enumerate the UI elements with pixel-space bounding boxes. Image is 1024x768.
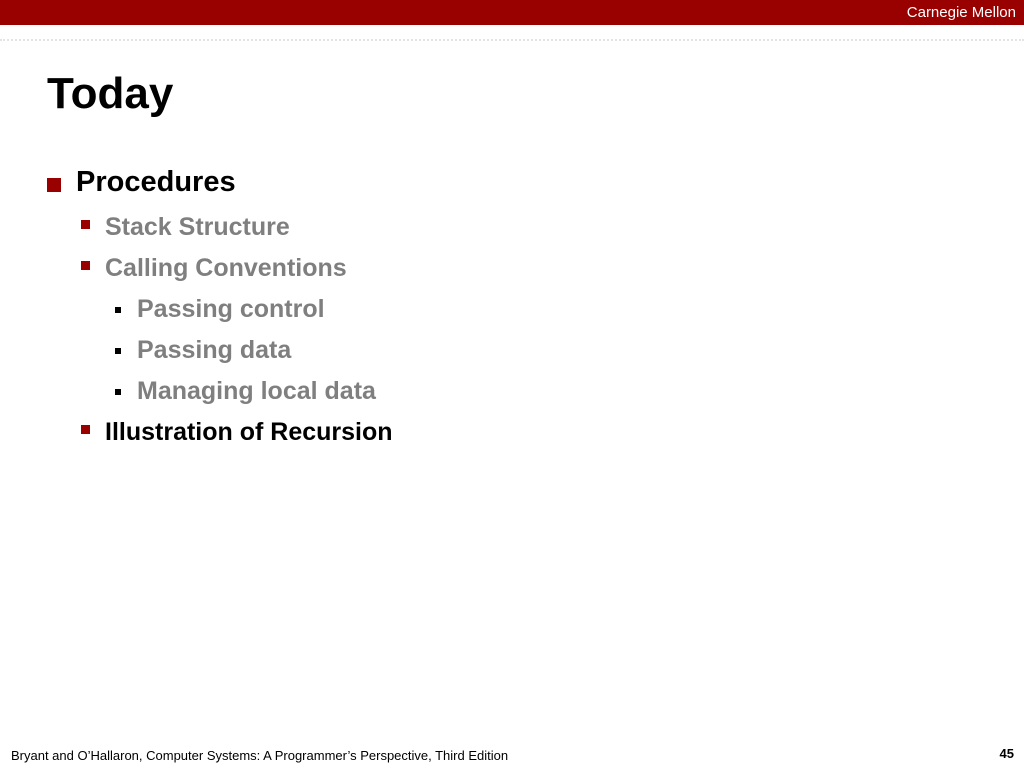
small-square-bullet-icon [115, 307, 121, 313]
bullet-label: Passing data [137, 336, 292, 364]
bullet-calling-conventions [81, 252, 347, 284]
top-banner [0, 0, 1024, 25]
bullet-label: Illustration of Recursion [105, 418, 393, 446]
square-bullet-icon [81, 425, 90, 434]
bullet-label: Calling Conventions [105, 254, 347, 282]
bullet-procedures [47, 166, 236, 198]
page-number: 45 [999, 746, 1014, 761]
small-square-bullet-icon [115, 348, 121, 354]
square-bullet-icon [81, 220, 90, 229]
brand-label: Carnegie Mellon [906, 4, 1016, 21]
small-square-bullet-icon [115, 389, 121, 395]
bullet-label: Procedures [76, 166, 236, 198]
bullet-label: Passing control [137, 295, 325, 323]
bullet-managing-local-data [115, 375, 376, 407]
bullet-passing-control [115, 293, 325, 325]
bullet-stack-structure [81, 211, 290, 243]
bullet-label: Stack Structure [105, 213, 290, 241]
slide-title: Today [47, 69, 174, 118]
footer-citation: Bryant and O’Hallaron, Computer Systems: A Programmer’s Perspective, Third Edition [11, 748, 509, 763]
bullet-illustration-of-recursion [81, 416, 393, 448]
bullet-passing-data [115, 334, 291, 366]
bullet-label: Managing local data [137, 377, 376, 405]
square-bullet-icon [81, 261, 90, 270]
header-divider [0, 39, 1024, 41]
square-bullet-icon [47, 178, 61, 192]
